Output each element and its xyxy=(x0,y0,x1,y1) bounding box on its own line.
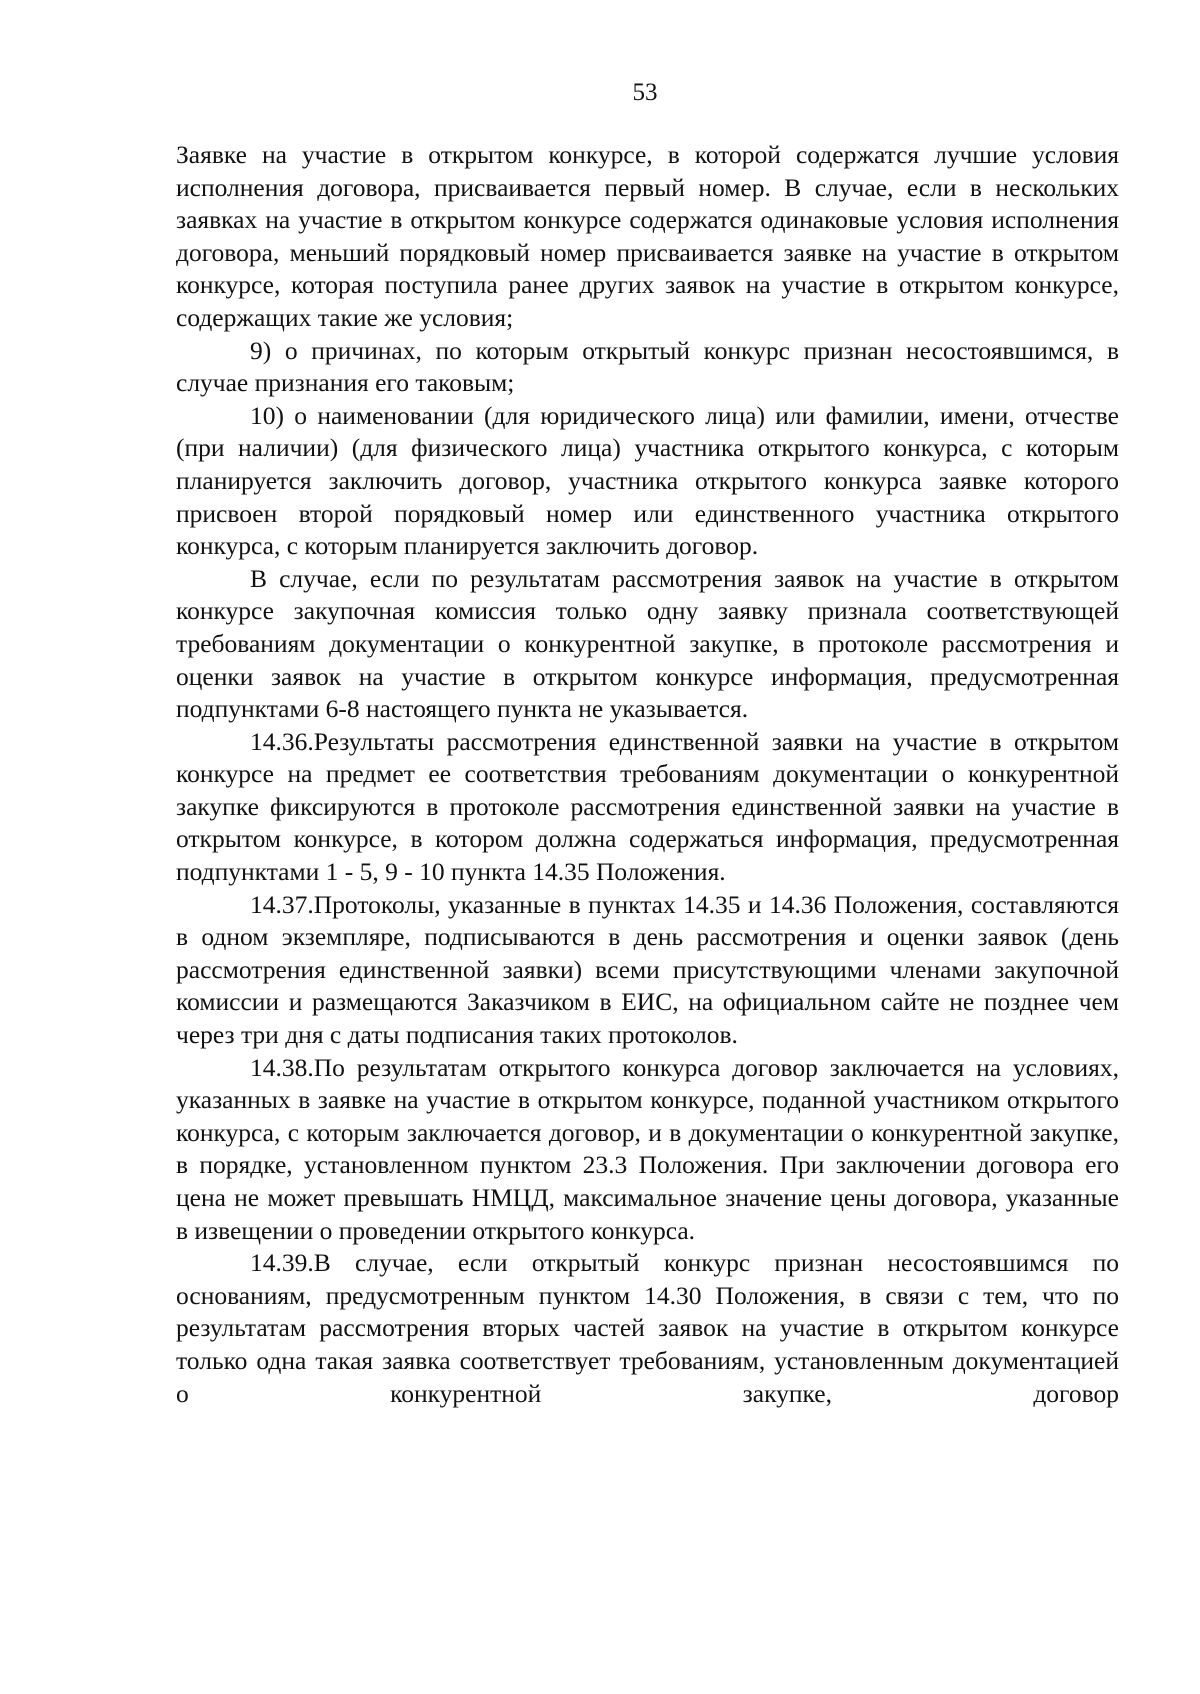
paragraph-14-37: 14.37.Протоколы, указанные в пунктах 14.35 и 14.36 Положения, составляются в одном экземпляре, подписываются в день рассмотрения и оценки заявок (день рассмотрения единственной заявки) всеми присутствующими членами закупочной комиссии и размещаются Заказчиком в ЕИС, на официальном сайте не позднее чем через три дня с даты подписания таких протоколов. xyxy=(176,889,1119,1050)
paragraph-item-10: 10) о наименовании (для юридического лица) или фамилии, имени, отчестве (при наличии) (для физического лица) участника открытого конкурса, с которым планируется заключить договор, участника открытого конкурса заявке которого присвоен второй порядковый номер или единственного участника открытого конкурса, с которым планируется заключить договор. xyxy=(176,400,1119,561)
paragraph-14-38: 14.38.По результатам открытого конкурса договор заключается на условиях, указанных в заявке на участие в открытом конкурсе, поданной участником открытого конкурса, с которым заключается договор, и в документации о конкурентной закупке, в порядке, установленном пунктом 23.3 Положения. При заключении договора его цена не может превышать НМЦД, максимальное значение цены договора, указанные в извещении о проведении открытого конкурса. xyxy=(176,1052,1119,1245)
paragraph-ranking-continuation: Заявке на участие в открытом конкурсе, в которой содержатся лучшие условия исполнения договора, присваивается первый номер. В случае, если в нескольких заявках на участие в открытом конкурсе содержатся одинаковые условия исполнения договора, меньший порядковый номер присваивается заявке на участие в открытом конкурсе, которая поступила ранее других заявок на участие в открытом конкурсе, содержащих такие же условия; xyxy=(176,140,1119,332)
page-number: 53 xyxy=(632,79,658,106)
paragraph-item-9: 9) о причинах, по которым открытый конкурс признан несостоявшимся, в случае признания его таковым; xyxy=(176,335,1119,398)
paragraph-14-39: 14.39.В случае, если открытый конкурс признан несостоявшимся по основаниям, предусмотренным пунктом 14.30 Положения, в связи с тем, что по результатам рассмотрения вторых частей заявок на участие в открытом конкурсе только одна такая заявка соответствует требованиям, установленным документацией о конкурентной закупке, договор xyxy=(176,1248,1119,1408)
document-body xyxy=(176,139,1119,1410)
paragraph-single-application-note: В случае, если по результатам рассмотрения заявок на участие в открытом конкурсе закупочная комиссия только одну заявку признала соответствующей требованиям документации о конкурентной закупке, в протоколе рассмотрения и оценки заявок на участие в открытом конкурсе информация, предусмотренная подпунктами 6-8 настоящего пункта не указывается. xyxy=(176,563,1119,724)
paragraph-14-36: 14.36.Результаты рассмотрения единственной заявки на участие в открытом конкурсе на предмет ее соответствия требованиям документации о конкурентной закупке фиксируются в протоколе рассмотрения единственной заявки на участие в открытом конкурсе, в котором должна содержаться информация, предусмотренная подпунктами 1 - 5, 9 - 10 пункта 14.35 Положения. xyxy=(176,726,1119,887)
